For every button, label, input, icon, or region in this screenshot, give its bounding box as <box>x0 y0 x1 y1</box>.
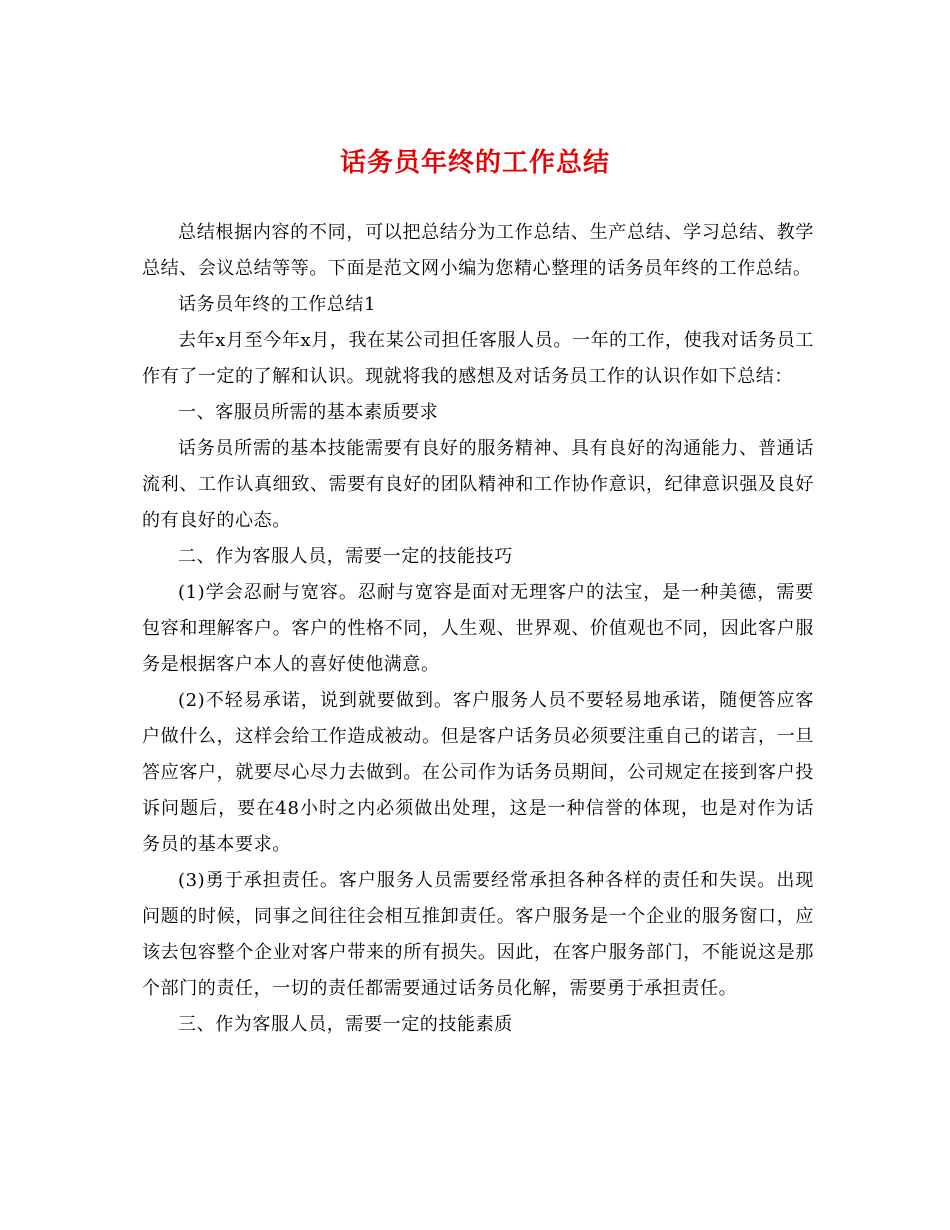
body-paragraph: (1)学会忍耐与宽容。忍耐与宽容是面对无理客户的法宝，是一种美德，需要包容和理解客户。客户的性格不同，人生观、世界观、价值观也不同，因此客户服务是根据客户本人的喜好使他满意。 <box>142 582 814 675</box>
body-paragraph: (3)勇于承担责任。客户服务人员需要经常承担各种各样的责任和失误。出现问题的时候，同事之间往往会相互推卸责任。客户服务是一个企业的服务窗口，应该去包容整个企业对客户带来的所有损失。因此，在客户服务部门，不能说这是那个部门的责任，一切的责任都需要通过话务员化解，需要勇于承担责任。 <box>142 870 814 999</box>
body-paragraph: 话务员所需的基本技能需要有良好的服务精神、具有良好的沟通能力、普通话流利、工作认真细致、需要有良好的团队精神和工作协作意识，纪律意识强及良好的有良好的心态。 <box>142 438 814 531</box>
section-heading-basic-qualities: 一、客服员所需的基本素质要求 <box>178 402 439 423</box>
intro-paragraph: 总结根据内容的不同，可以把总结分为工作总结、生产总结、学习总结、教学总结、会议总结等等。下面是范文网小编为您精心整理的话务员年终的工作总结。 <box>142 222 814 279</box>
section-heading-skill-qualities: 三、作为客服人员，需要一定的技能素质 <box>178 1014 513 1035</box>
section-heading-skills: 二、作为客服人员，需要一定的技能技巧 <box>178 546 513 567</box>
document-body <box>142 215 814 1043</box>
body-paragraph: 去年x月至今年x月，我在某公司担任客服人员。一年的工作，使我对话务员工作有了一定的了解和认识。现就将我的感想及对话务员工作的认识作如下总结： <box>142 330 814 387</box>
section-heading-summary-1: 话务员年终的工作总结1 <box>178 294 377 315</box>
body-paragraph: (2)不轻易承诺，说到就要做到。客户服务人员不要轻易地承诺，随便答应客户做什么，这样会给工作造成被动。但是客户话务员必须要注重自己的诺言，一旦答应客户，就要尽心尽力去做到。在公司作为话务员期间，公司规定在接到客户投诉问题后，要在48小时之内必须做出处理，这是一种信誉的体现，也是对作为话务员的基本要求。 <box>142 690 814 855</box>
document-title: 话务员年终的工作总结 <box>339 148 610 178</box>
